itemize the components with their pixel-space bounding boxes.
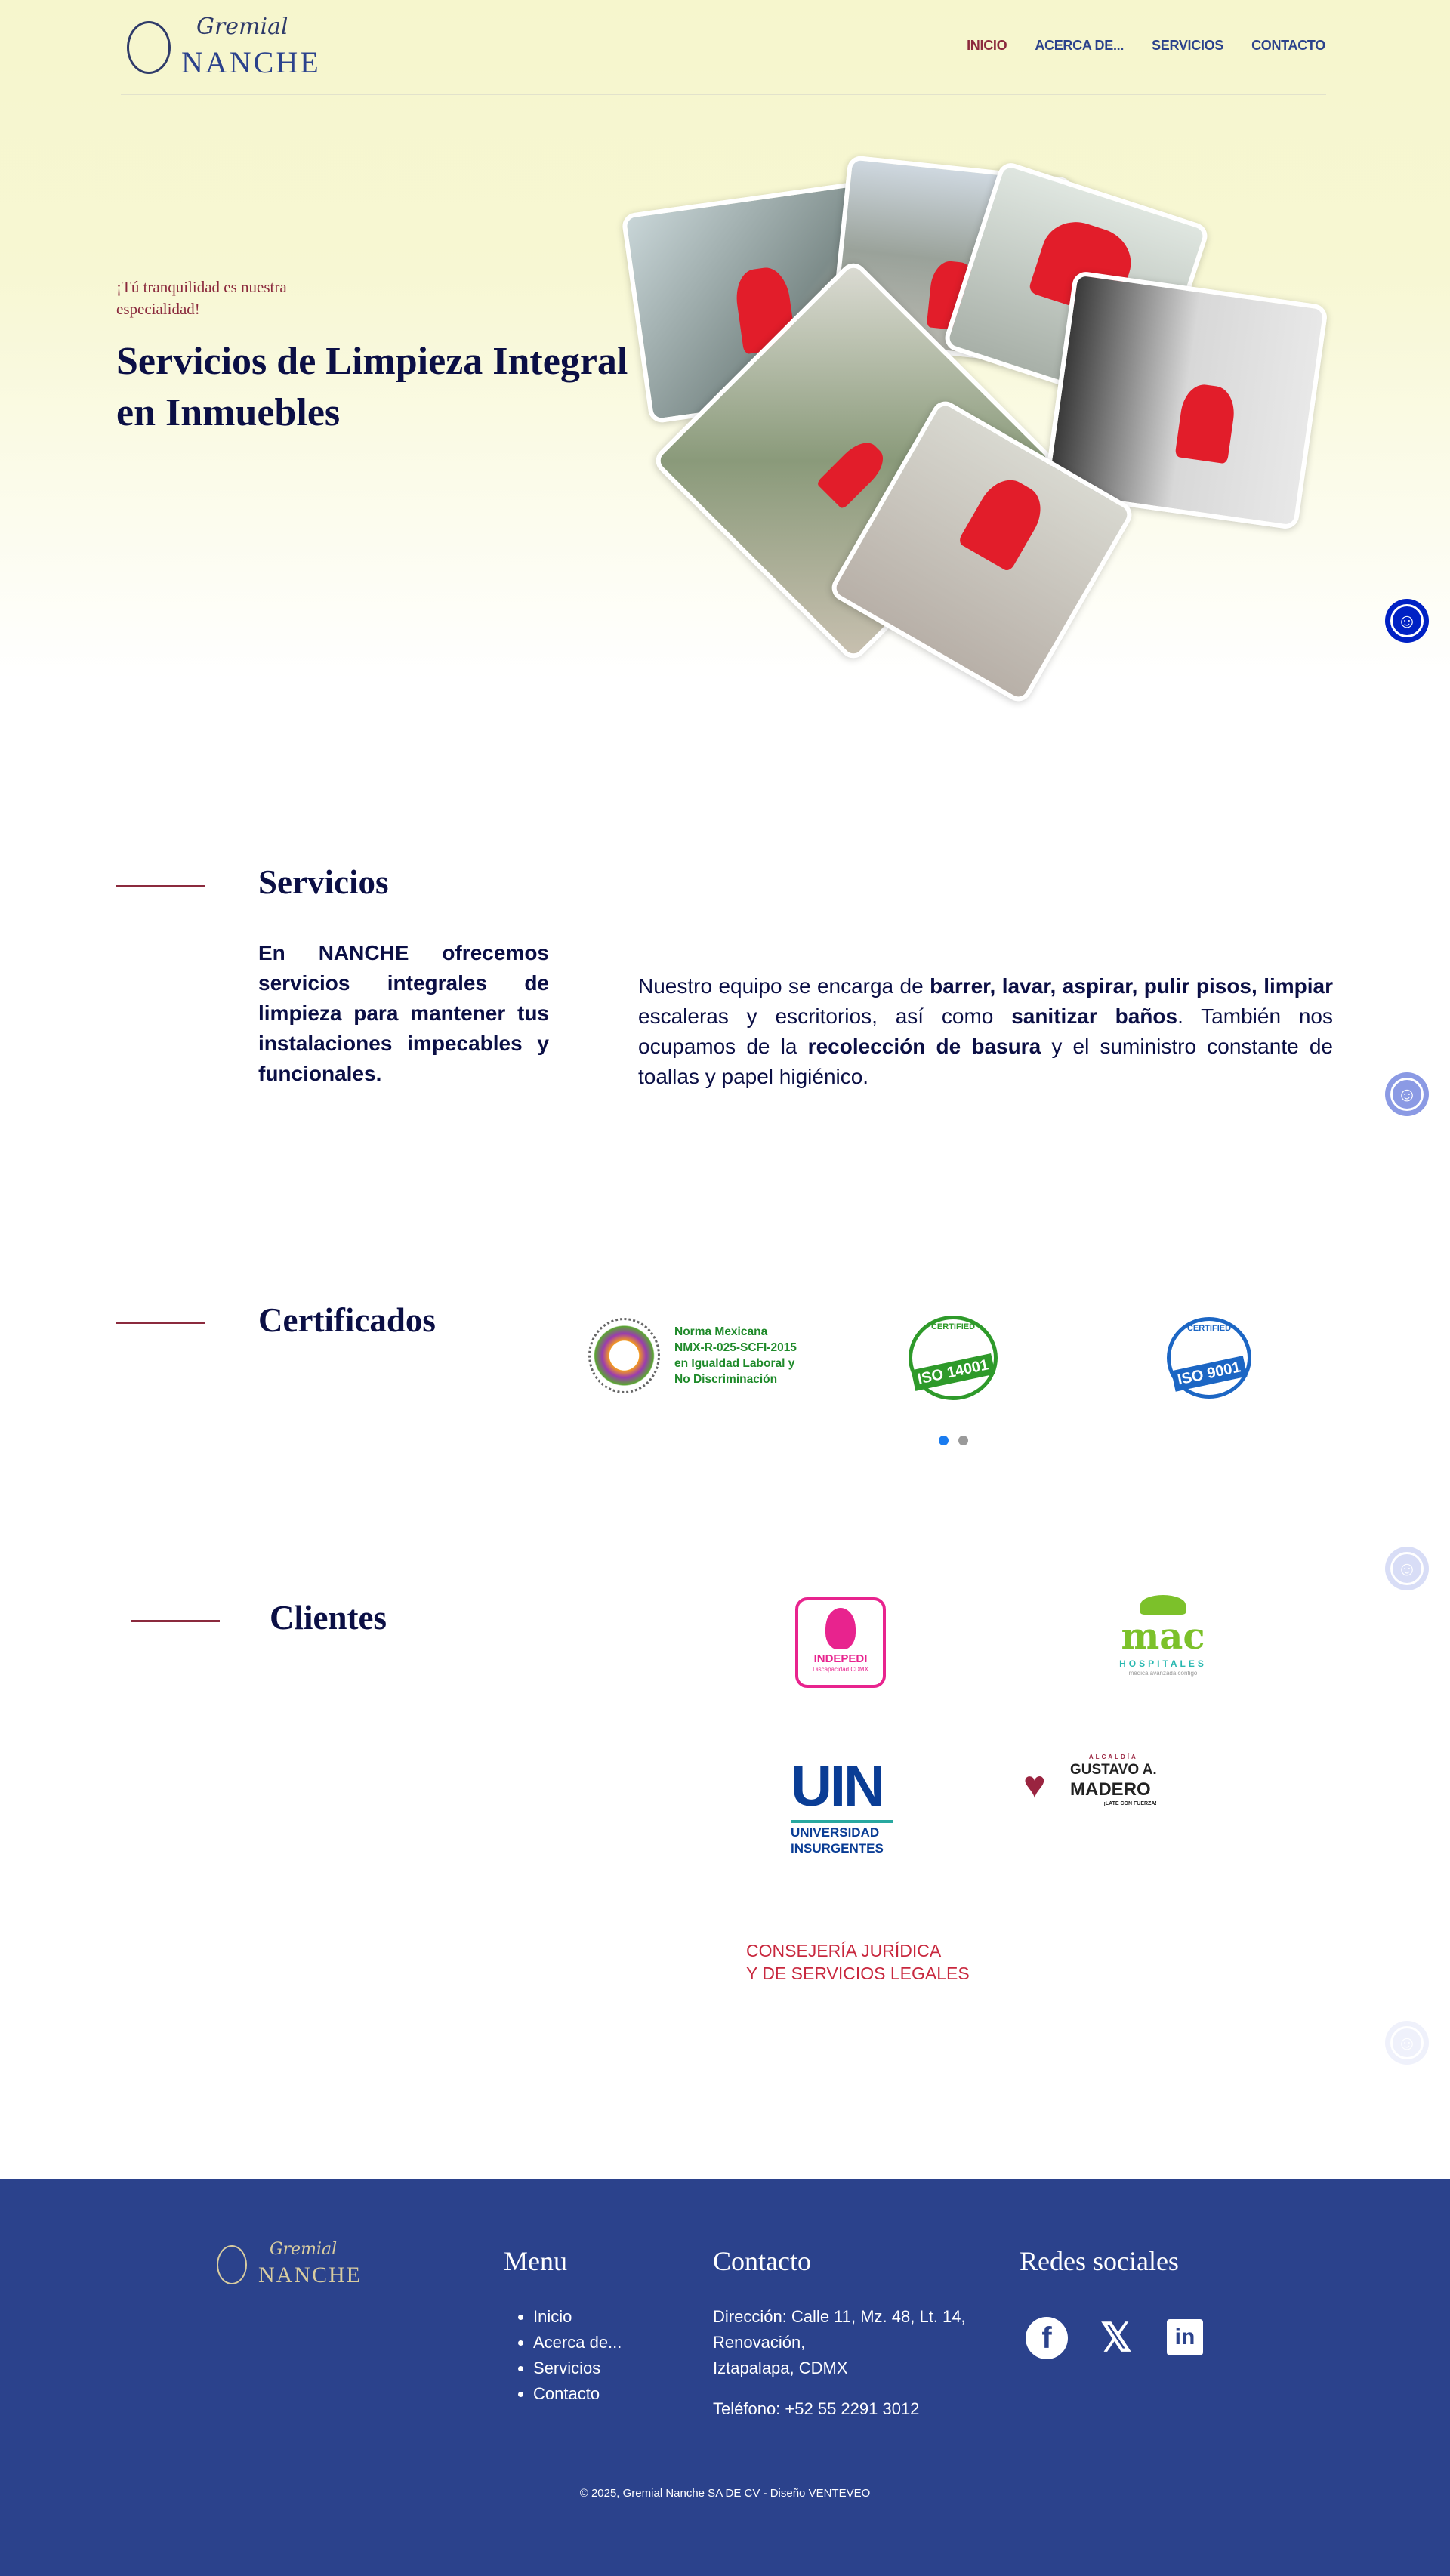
x-twitter-icon[interactable]: 𝕏: [1100, 2316, 1132, 2360]
accessibility-button-ghost[interactable]: [1385, 1072, 1429, 1116]
carousel-dot-2[interactable]: [958, 1436, 968, 1445]
hero-title: Servicios de Limpieza Integral en Inmuebles: [116, 340, 628, 434]
servicios-detail: [638, 971, 1333, 1092]
clientes-title: Clientes: [270, 1599, 387, 1637]
nmx-ring-icon: [588, 1318, 660, 1393]
footer-social-title: Redes sociales: [1020, 2246, 1179, 2276]
cert-iso9001-stamp: CERTIFIED ISO 9001: [1167, 1317, 1251, 1399]
logo-mark-icon: [217, 2245, 247, 2284]
leaf-icon: [1140, 1595, 1186, 1615]
copyright: © 2025, Gremial Nanche SA DE CV - Diseño VENTEVEO: [579, 2487, 871, 2500]
detail-highlight: recolección de basura: [807, 1035, 1041, 1058]
hero-tagline: ¡Tú tranquilidad es nuestra especialidad!: [116, 278, 287, 318]
footer-address: Dirección: Calle 11, Mz. 48, Lt. 14, Renovación, Iztapalapa, CDMX: [713, 2307, 966, 2377]
detail-highlight: sanitizar baños: [1011, 1004, 1178, 1028]
detail-text: y el suministro constante de toallas y papel higiénico.: [638, 1035, 1333, 1088]
footer-logo[interactable]: Gremial NANCHE: [217, 2239, 379, 2292]
cert-nmx-logo: Norma Mexicana NMX-R-025-SCFI-2015 en Igualdad Laboral y No Discriminación: [585, 1310, 819, 1405]
footer-phone[interactable]: Teléfono: +52 55 2291 3012: [713, 2399, 920, 2418]
accessibility-icon: ☺: [1390, 604, 1424, 637]
footer-menu-title: Menu: [504, 2246, 567, 2276]
nav-contacto[interactable]: CONTACTO: [1251, 38, 1325, 53]
linkedin-icon[interactable]: in: [1167, 2319, 1203, 2355]
nav-inicio[interactable]: INICIO: [967, 38, 1007, 53]
client-uin-logo: UIN UNIVERSIDAD INSURGENTES: [791, 1754, 893, 1856]
cert-iso14001-stamp: CERTIFIED ISO 14001: [909, 1316, 998, 1400]
logo-mark-icon: [127, 21, 171, 74]
client-gam-logo: ♥ ALCALDÍA GUSTAVO A. MADERO ¡LATE CON FUERZA!: [1023, 1754, 1157, 1806]
accessibility-icon: ☺: [1390, 1078, 1424, 1111]
header-divider: [121, 94, 1326, 95]
footer-menu: [533, 2304, 622, 2407]
section-accent-line: [116, 1322, 205, 1324]
detail-highlight: barrer, lavar, aspirar, pulir pisos, limpiar: [930, 974, 1333, 998]
footer-contact-title: Contacto: [713, 2246, 811, 2276]
detail-text: escaleras y escritorios, así como: [638, 1004, 1012, 1028]
footer-link-servicios[interactable]: • Servicios: [533, 2355, 622, 2381]
accessibility-icon: ☺: [1390, 1552, 1424, 1585]
detail-text: Nuestro equipo se encarga de: [638, 974, 930, 998]
main-nav: [967, 38, 1325, 54]
indepedi-mark-icon: [825, 1608, 856, 1649]
hero-photo-collage: [619, 151, 1329, 702]
servicios-title: Servicios: [258, 863, 389, 901]
footer-link-contacto[interactable]: • Contacto: [533, 2381, 622, 2407]
client-mac-logo: mac HOSPITALES médica avanzada contigo: [1110, 1595, 1216, 1677]
section-accent-line: [116, 885, 205, 887]
client-consejeria-logo: CONSEJERÍA JURÍDICA Y DE SERVICIOS LEGALES: [746, 1941, 970, 1983]
detail-text: . También nos ocupamos de la: [638, 1004, 1333, 1058]
nav-acerca[interactable]: ACERCA DE...: [1035, 38, 1125, 53]
client-indepedi-logo: INDEPEDI Discapacidad CDMX: [795, 1597, 886, 1688]
footer-link-inicio[interactable]: • Inicio: [533, 2304, 622, 2330]
carousel-dot-1[interactable]: [939, 1436, 949, 1445]
facebook-icon[interactable]: f: [1026, 2317, 1068, 2359]
accessibility-icon: ☺: [1390, 2026, 1424, 2059]
section-accent-line: [131, 1620, 220, 1622]
nav-servicios[interactable]: SERVICIOS: [1152, 38, 1224, 53]
certificados-title: Certificados: [258, 1301, 436, 1339]
accessibility-button-ghost[interactable]: [1385, 2021, 1429, 2065]
servicios-intro: En NANCHE ofrecemos servicios integrales de limpieza para mantener tus instalaciones impecables y funcionales.: [258, 941, 549, 1085]
logo[interactable]: Gremial NANCHE: [127, 14, 331, 82]
accessibility-button-ghost[interactable]: [1385, 1547, 1429, 1590]
accessibility-button[interactable]: [1385, 599, 1429, 643]
footer: [0, 2179, 1450, 2576]
heart-icon: ♥: [1023, 1763, 1046, 1806]
footer-link-acerca[interactable]: • Acerca de...: [533, 2330, 622, 2355]
